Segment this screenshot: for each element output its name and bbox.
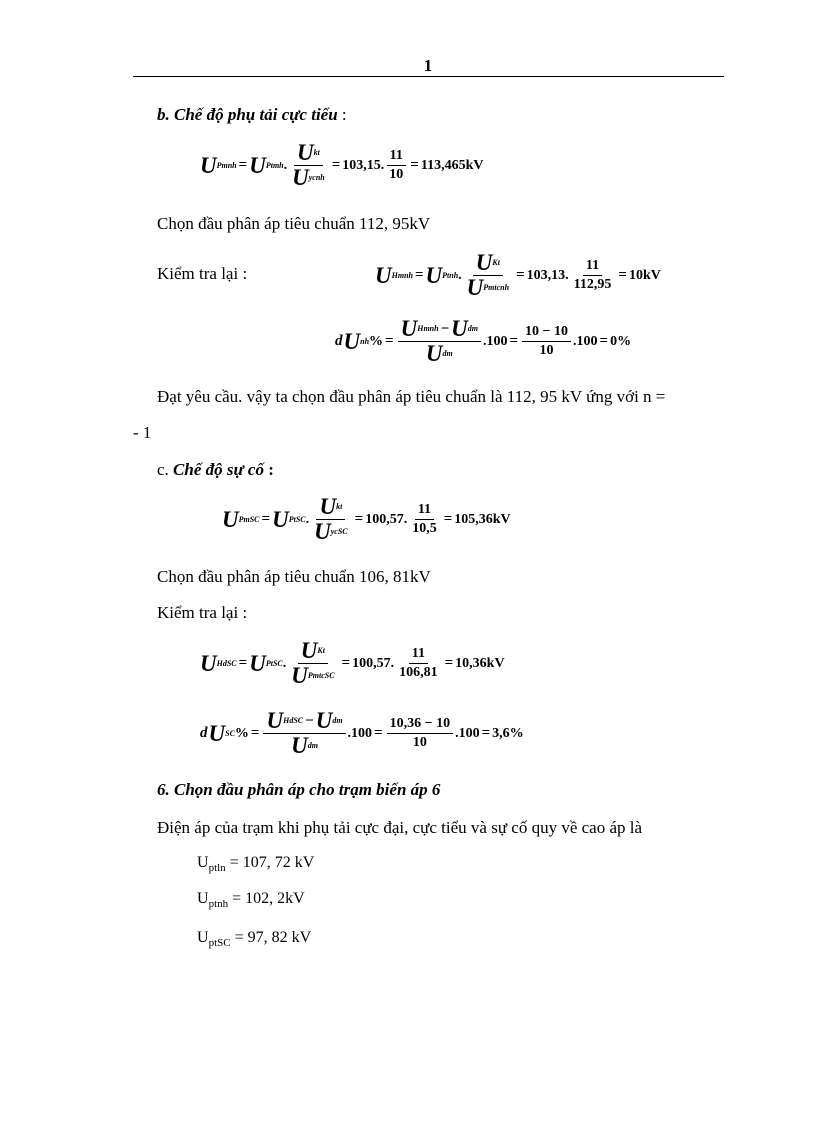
- equation-u-low-fault: U HdSC = U PtSC . U Kt U PmtcSC = 100,57. $\frac{11}{106,81}$ = 10,36kV: [200, 638, 505, 688]
- check-again-label-c: Kiểm tra lại :: [157, 603, 248, 622]
- equation-deviation-fault: d U SC % = U HdSC − U dm U dm .100 = $\frac{10,36 - 10}{10}$ .100 = 3,6%: [200, 708, 524, 758]
- equation-u-fault-tap: U PmSC = U PtSC . U kt U ycSC = 100,57. $\frac{11}{10,5}$ = 105,36kV: [222, 494, 511, 544]
- section-b-heading: [157, 105, 347, 125]
- equation-u-min-tap: U Pmnh = U Ptmh . U kt U ycnh = 103,15. $\frac{11}{10}$ = 113,465kV: [200, 140, 484, 190]
- check-again-label-b: Kiểm tra lại :: [157, 264, 248, 283]
- section-c-heading-colon: :: [263, 460, 274, 479]
- section-c-heading-label: Chế độ sự cố: [173, 460, 264, 479]
- voltage-item-min: $U_{ptnh} = 102$, 2kV: [197, 890, 305, 910]
- choose-tap-text-b: Chọn đầu phân áp tiêu chuẩn 112, 95kV: [157, 214, 431, 233]
- equation-deviation-min: d U nh % = U Hmnh − U dm U dm .100 = $\frac{10 - 10}{10}$ .100 = 0%: [335, 316, 632, 366]
- section-b-heading-colon: :: [337, 105, 347, 124]
- section-b-heading-label: b. Chế độ phụ tải cực tiểu: [157, 105, 338, 124]
- page-number: 1: [423, 56, 433, 75]
- section-6-intro: Điện áp của trạm khi phụ tải cực đại, cực tiểu và sự cố quy về cao áp là: [157, 818, 643, 837]
- voltage-item-max: $U_{ptln} = 107$, 72 kV: [197, 854, 315, 874]
- header-rule: [133, 76, 724, 77]
- section-c-heading: [157, 460, 274, 480]
- section-c-prefix: c.: [157, 460, 174, 479]
- voltage-item-fault: $U_{ptSC} = 97$, 82 kV: [197, 929, 312, 949]
- conclusion-line-1: Đạt yêu cầu. vậy ta chọn đầu phân áp tiêu chuẩn là 112, 95 kV ứng với n =: [157, 387, 666, 406]
- conclusion-line-2: - 1: [133, 423, 152, 442]
- choose-tap-text-c: Chọn đầu phân áp tiêu chuẩn 106, 81kV: [157, 567, 431, 586]
- section-6-heading: 6. Chọn đầu phân áp cho trạm biến áp 6: [157, 780, 441, 799]
- equation-u-low-min: U Hmnh = U Ptnh . U Kt U Pmtcnh = 103,13. $\frac{11}{112,95}$ = 10kV: [375, 250, 661, 300]
